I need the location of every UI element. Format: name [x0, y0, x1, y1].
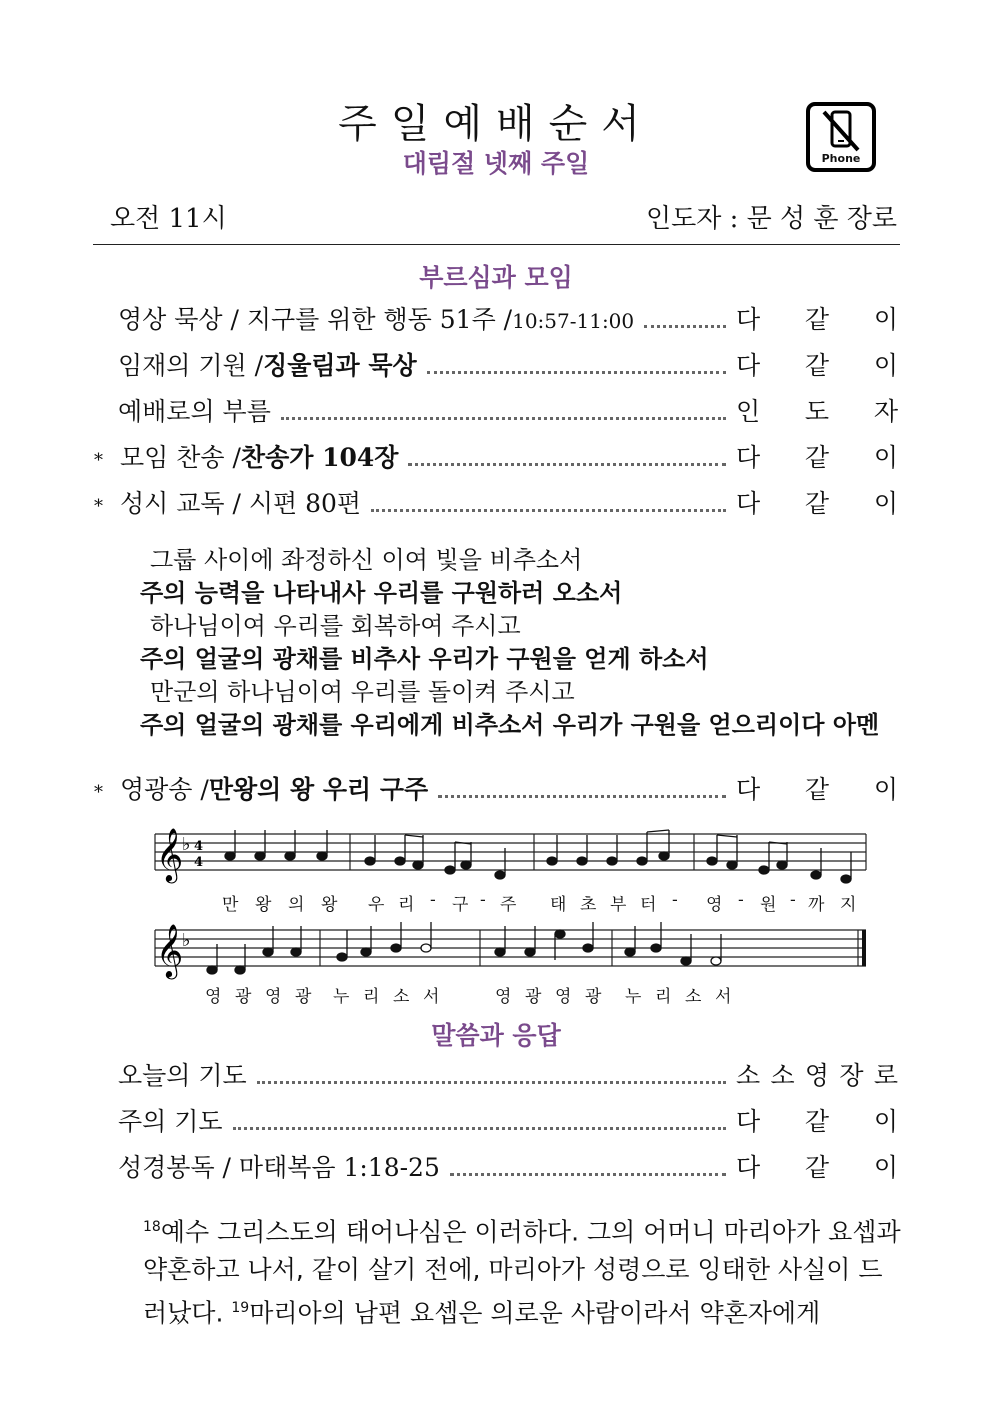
flat-icon: ♭	[182, 834, 191, 855]
service-leader: 인도자 : 문 성 훈 장로	[645, 204, 897, 234]
time-signature: 4	[194, 839, 204, 854]
dot-leader	[371, 508, 726, 512]
standing-mark: *	[94, 496, 103, 517]
reading-line-leader: 그룹 사이에 좌정하신 이여 빛을 비추소서	[150, 546, 583, 574]
dot-leader	[408, 462, 726, 466]
responder: 소 소 영 장 로	[736, 1061, 898, 1090]
standing-mark: *	[94, 450, 103, 471]
flat-icon: ♭	[182, 930, 191, 951]
reading-line-congregation: 주의 얼굴의 광채를 우리에게 비추소서 우리가 구원을 얻으리이다 아멘	[140, 711, 880, 739]
header-divider	[93, 244, 900, 245]
notes-1	[225, 830, 851, 883]
page-title: 주일예배순서	[338, 101, 654, 147]
dot-leader	[233, 1126, 726, 1130]
lyrics-line-1: 만 왕 의 왕 우 리 - 구 - 주 태 초 부 터 - 영 - 원 - 까 지	[222, 890, 857, 915]
verse-number: 18	[143, 1219, 161, 1235]
reading-line-leader: 하나님이여 우리를 회복하여 주시고	[150, 612, 521, 640]
responder: 다 같 이	[736, 1107, 898, 1136]
order-item: 예배로의 부름 인 도 자	[92, 392, 898, 432]
section-title-word: 말씀과 응답	[431, 1021, 561, 1050]
treble-clef-icon: 𝄞	[156, 923, 184, 977]
dot-leader	[427, 370, 726, 374]
responder: 다 같 이	[736, 443, 898, 472]
phone-label: Phone	[821, 152, 861, 165]
order-item: 영상 묵상 / 지구를 위한 행동 51주 / 10:57-11:00 다 같 이	[92, 300, 898, 340]
reading-line-congregation: 주의 능력을 나타내사 우리를 구원하러 오소서	[140, 579, 623, 607]
responder: 다 같 이	[736, 489, 898, 518]
section-title-gathering: 부르심과 모임	[419, 263, 573, 292]
scripture-text: $^{18}$예수 그리스도의 태어나심은 이러하다. 그의 어머니 마리아가 요셉과 약혼하고 나서, 같이 살기 전에, 마리아가 성령으로 잉태한 사실이 드러났다. $^{19}$마리아의 남편 요셉은 의로운 사람이라서 약혼자에게	[143, 1217, 901, 1328]
responder: 인 도 자	[736, 397, 898, 426]
service-time: 오전 11시	[110, 204, 227, 234]
order-item: 임재의 기원 / 징울림과 묵상 다 같 이	[92, 346, 898, 386]
dot-leader	[257, 1080, 726, 1084]
responder: 다 같 이	[736, 351, 898, 380]
dot-leader	[281, 416, 726, 420]
responder: 다 같 이	[736, 1153, 898, 1182]
responder: 다 같 이	[736, 305, 898, 334]
order-item: * 영광송 / 만왕의 왕 우리 구주 다 같 이	[92, 770, 898, 810]
final-barline	[862, 930, 866, 966]
order-item: * 모임 찬송 / 찬송가 104장 다 같 이	[92, 438, 898, 478]
reading-line-leader: 만군의 하나님이여 우리를 돌이켜 주시고	[150, 678, 575, 706]
dot-leader	[438, 794, 726, 798]
standing-mark: *	[94, 782, 103, 803]
order-item: * 성시 교독 / 시편 80편 다 같 이	[92, 484, 898, 524]
order-item: 주의 기도 다 같 이	[92, 1102, 898, 1142]
lyrics-line-2: 영 광 영 광 누 리 소 서 영 광 영 광 누 리 소 서	[205, 987, 732, 1007]
time-signature: 4	[194, 855, 204, 870]
no-phone-icon	[806, 102, 876, 172]
page-subtitle: 대림절 넷째 주일	[402, 149, 590, 178]
order-item: 오늘의 기도 소 소 영 장 로	[92, 1056, 898, 1096]
treble-clef-icon: 𝄞	[156, 827, 184, 881]
responder: 다 같 이	[736, 775, 898, 804]
dot-leader	[644, 324, 726, 328]
reading-line-congregation: 주의 얼굴의 광채를 비추사 우리가 구원을 얻게 하소서	[140, 645, 709, 673]
verse-number: 19	[231, 1300, 250, 1317]
order-item: 성경봉독 / 마태복음 1:18-25 다 같 이	[92, 1148, 898, 1188]
dot-leader	[450, 1172, 726, 1176]
staff-2	[155, 930, 866, 966]
